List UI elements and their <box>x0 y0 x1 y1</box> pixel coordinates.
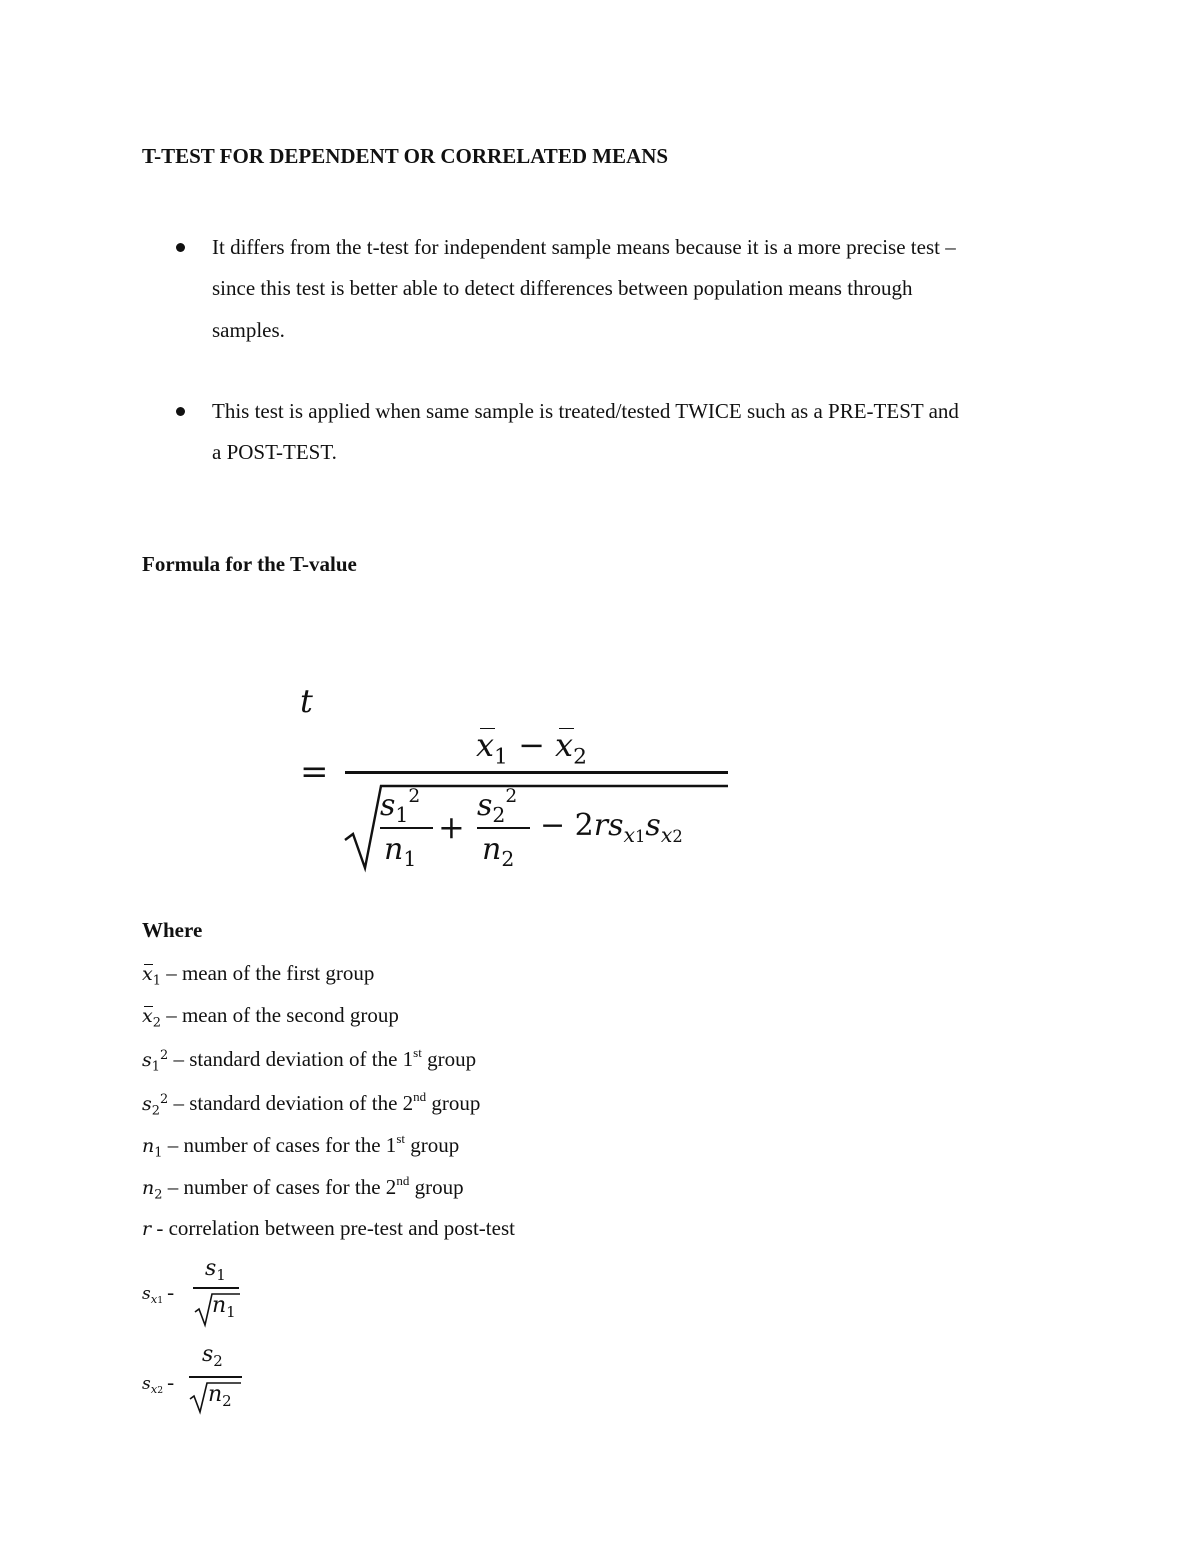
page-title: T-TEST FOR DEPENDENT OR CORRELATED MEANS <box>142 144 669 168</box>
sx2-denominator: $n_2$ <box>208 1382 232 1411</box>
formula-n1: $n_1$ <box>384 832 417 872</box>
symbol-n1: $n_1$ <box>142 1135 163 1161</box>
formula-heading: Formula for the T-value <box>142 552 357 576</box>
formula-n2: $n_2$ <box>482 832 515 872</box>
definition-sx1: $s_{x1}$ - <box>142 1280 175 1307</box>
definition-x1: $x_1$ – mean of the first group <box>142 961 375 989</box>
fraction-bar-small <box>380 827 433 829</box>
fraction-bar-small <box>193 1287 239 1289</box>
formula-s1: $s_1^2$ <box>380 786 421 828</box>
fraction-bar-small <box>189 1376 242 1378</box>
bullet-2-line-1: This test is applied when same sample is treated/tested TWICE such as a PRE-TEST and <box>212 399 959 423</box>
bullet-icon <box>176 243 185 252</box>
bullet-1-line-3: samples. <box>212 318 285 342</box>
sx2-numerator: $s_2$ <box>202 1342 223 1371</box>
definition-s1: $s_1^2$ – standard deviation of the 1st group <box>142 1045 477 1075</box>
sx1-denominator: $n_1$ <box>212 1293 236 1322</box>
definition-x2: $x_2$ – mean of the second group <box>142 1003 399 1031</box>
formula-t: t <box>300 682 313 720</box>
definition-sx2: $s_{x2}$ - <box>142 1370 175 1397</box>
symbol-n2: $n_2$ <box>142 1177 163 1203</box>
where-heading: Where <box>142 918 203 942</box>
bullet-icon <box>176 407 185 416</box>
definition-n1: $n_1$ – number of cases for the 1st group <box>142 1131 460 1161</box>
symbol-s2: $s_2^2$ <box>142 1092 169 1119</box>
definition-r: r - correlation between pre-test and post-test <box>142 1216 515 1240</box>
fraction-bar <box>345 771 728 774</box>
bullet-1-line-1: It differs from the t-test for independent sample means because it is a more precise test – <box>212 235 956 259</box>
fraction-bar-small <box>477 827 530 829</box>
symbol-x1: $x_1$ <box>142 963 161 989</box>
symbol-x2: $x_2$ <box>142 1005 161 1031</box>
formula-equals: = <box>300 752 329 792</box>
formula-numerator: $x_1 - x_2$ <box>476 726 587 770</box>
symbol-s1: $s_1^2$ <box>142 1048 169 1075</box>
sx1-numerator: $s_1$ <box>205 1256 226 1285</box>
bullet-1-line-2: since this test is better able to detect differences between population means through <box>212 276 913 300</box>
bullet-2-line-2: a POST-TEST. <box>212 440 337 464</box>
symbol-sx1: $s_{x1}$ <box>142 1284 164 1307</box>
formula-s2: $s_2^2$ <box>477 786 518 828</box>
formula-plus: + <box>438 808 465 846</box>
definition-n2: $n_2$ – number of cases for the 2nd group <box>142 1173 464 1203</box>
definition-s2: $s_2^2$ – standard deviation of the 2nd group <box>142 1089 481 1119</box>
symbol-sx2: $s_{x2}$ <box>142 1374 164 1397</box>
symbol-r: r <box>142 1218 152 1240</box>
formula-covariance-term: − $2rs_{x1}s_{x2}$ <box>540 808 683 848</box>
